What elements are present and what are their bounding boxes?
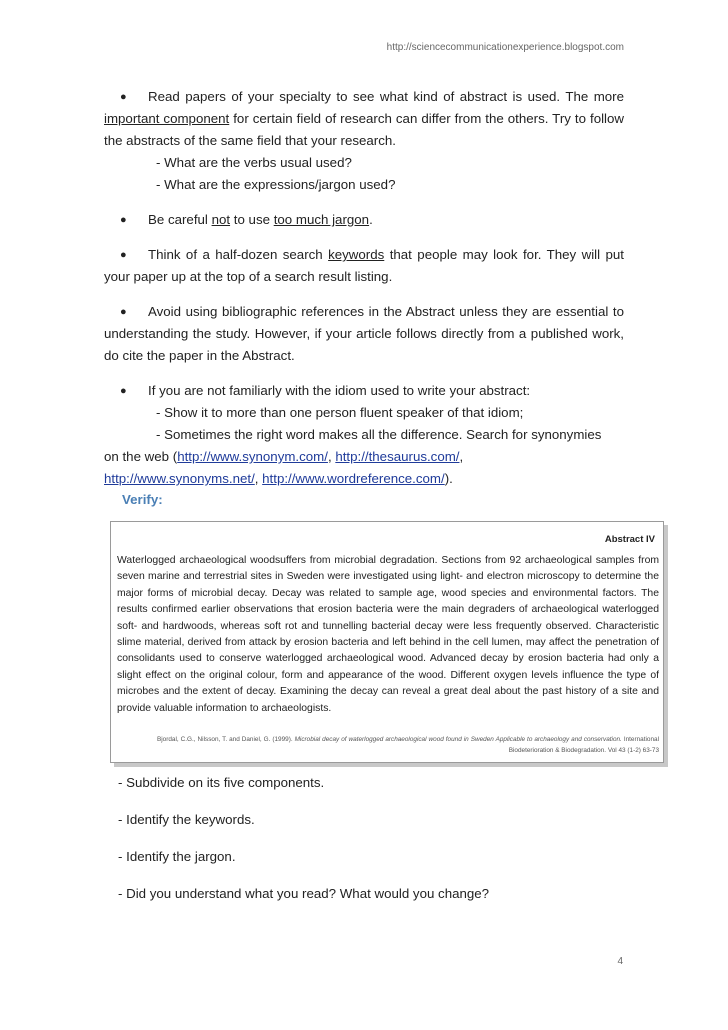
underlined-term: keywords (328, 247, 385, 262)
task-item: - Did you understand what you read? What would you change? (118, 886, 490, 901)
bullet-icon: ● (120, 91, 127, 103)
tip-references: ● Avoid using bibliographic references in the Abstract unless they are essential to understanding the study. However, if your article follows directly from a published work, do cite the paper in the Abstract. (104, 301, 624, 367)
bullet-icon: ● (120, 385, 127, 397)
tip-read-papers: ● Read papers of your specialty to see what kind of abstract is used. The more important component for certain field of research can differ from the others. Try to follow the abstracts of the same field that your research. (104, 86, 624, 152)
abstract-title: Abstract IV (604, 534, 655, 545)
sub-advice: - Show it to more than one person fluent speaker of that idiom; (156, 405, 524, 420)
tip-idiom: ● If you are not familiarly with the idiom used to write your abstract: (104, 380, 624, 402)
sub-question: - What are the verbs usual used? (156, 155, 352, 170)
sub-advice: - Sometimes the right word makes all the difference. Search for synonymies (156, 427, 602, 442)
task-item: - Identify the jargon. (118, 849, 236, 864)
header-url: http://sciencecommunicationexperience.blogspot.com (386, 42, 624, 53)
bullet-icon: ● (120, 214, 127, 226)
synonym-links-line: on the web (http://www.synonym.com/, http://thesaurus.com/, http://www.synonyms.net/, http://www.wordreference.com/). (104, 449, 464, 486)
thesaurus-link[interactable]: http://thesaurus.com/ (335, 449, 460, 464)
synonym-link[interactable]: http://www.synonym.com/ (177, 449, 328, 464)
underlined-term: too much jargon (273, 212, 370, 227)
task-item: - Identify the keywords. (118, 812, 255, 827)
page-number: 4 (617, 956, 623, 967)
underlined-term: not (211, 212, 231, 227)
verify-heading: Verify: (122, 492, 163, 507)
bullet-icon: ● (120, 249, 127, 261)
abstract-box (110, 521, 664, 763)
bullet-icon: ● (120, 306, 127, 318)
wordreference-link[interactable]: http://www.wordreference.com/ (262, 471, 445, 486)
tips-section (104, 86, 624, 490)
tip-jargon: ● Be careful not to use too much jargon. (104, 209, 624, 231)
abstract-citation: Bjordal, C.G., Nilsson, T. and Daniel, G. (1999). Microbial decay of waterlogged archaeological wood found in Sweden Applicable to archaeology and conservation. International Biodeterioration & Biodegradation. Vol 43 (1-2) 63-73 (157, 736, 659, 754)
tip-keywords: ● Think of a half-dozen search keywords that people may look for. They will put your paper up at the top of a search result listing. (104, 244, 624, 288)
task-list (118, 772, 598, 920)
underlined-term: important component (104, 111, 230, 126)
abstract-text: Waterlogged archaeological woodsuffers from microbial degradation. Sections from 92 archaeological samples from seven marine and terrestrial sites in Sweden were investigated using light- and electron microscopy to determine the major forms of microbial decay. Decay was related to sample age, wood species and environmental factors. The results confirmed earlier observations that erosion bacteria were the main degraders of archaeological waterlogged soft- and hardwoods, whereas soft rot and tunnelling bacterial decay were less frequently observed. Characteristic slime material, derived from attack by erosion bacteria and left behind in the cell lumen, may affect the penetration of consolidants used to conserve waterlogged archaeological wood. Advanced decay by erosion bacteria had only a slight effect on the original colour, form and appearance of the wood. Different oxygen levels influence the type of microbes and the extent of decay. Examining the decay can reveal a great deal about the past history of a site and provide valuable information to archaeologists. (117, 555, 659, 714)
sub-question: - What are the expressions/jargon used? (156, 177, 396, 192)
task-item: - Subdivide on its five components. (118, 775, 325, 790)
synonyms-net-link[interactable]: http://www.synonyms.net/ (104, 471, 255, 486)
